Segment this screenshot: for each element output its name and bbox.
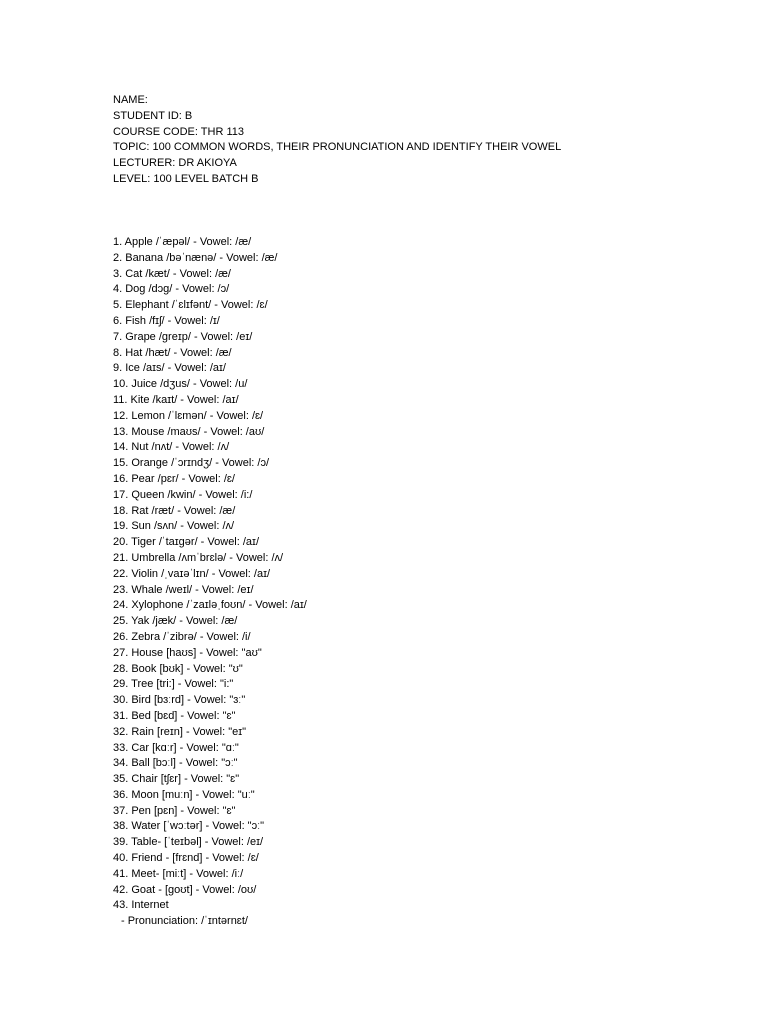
name-line: NAME: [113,94,148,106]
list-item: 2. Banana /bəˈnænə/ - Vowel: /æ/ [113,251,278,264]
list-item: 12. Lemon /ˈlɛmən/ - Vowel: /ɛ/ [113,409,264,422]
list-item: 32. Rain [reɪn] - Vowel: "eɪ" [113,725,247,738]
list-item: 20. Tiger /ˈtaɪgər/ - Vowel: /aɪ/ [113,536,260,549]
list-item: 1. Apple /ˈæpəl/ - Vowel: /æ/ [113,236,252,248]
list-item: 43. Internet [113,899,169,912]
list-item: 33. Car [kɑːr] - Vowel: "ɑː" [113,741,239,754]
list-item: 27. House [haʊs] - Vowel: "aʊ" [113,646,262,659]
list-item: 26. Zebra /ˈzibrə/ - Vowel: /i/ [113,630,251,643]
list-item: 37. Pen [pɛn] - Vowel: "ɛ" [113,804,236,817]
list-item: 42. Goat - [goʊt] - Vowel: /oʊ/ [113,883,257,896]
list-item: 16. Pear /pɛr/ - Vowel: /ɛ/ [113,472,235,485]
list-item: 28. Book [bʊk] - Vowel: "ʊ" [113,662,243,675]
assignment-header [113,93,753,188]
pronunciation-sub-item: - Pronunciation: /ˈɪntərnɛt/ [121,915,248,928]
list-item: 39. Table- [ˈteɪbəl] - Vowel: /eɪ/ [113,836,264,849]
list-item: 6. Fish /fɪʃ/ - Vowel: /ɪ/ [113,314,220,327]
course-code-line: COURSE CODE: THR 113 [113,125,245,138]
list-item: 38. Water [ˈwɔːtər] - Vowel: "ɔː" [113,820,265,833]
list-item: 22. Violin /ˌvaɪəˈlɪn/ - Vowel: /aɪ/ [113,567,271,580]
topic-line: TOPIC: 100 COMMON WORDS, THEIR PRONUNCIATION AND IDENTIFY THEIR VOWEL [113,141,562,154]
list-item: 36. Moon [muːn] - Vowel: "uː" [113,788,255,801]
list-item: 23. Whale /weɪl/ - Vowel: /eɪ/ [113,583,254,596]
list-item: 14. Nut /nʌt/ - Vowel: /ʌ/ [113,441,230,454]
student-id-line: STUDENT ID: B [113,109,193,122]
list-item: 21. Umbrella /ʌmˈbrɛlə/ - Vowel: /ʌ/ [113,551,284,564]
level-line: LEVEL: 100 LEVEL BATCH B [113,172,259,185]
list-item: 29. Tree [tri:] - Vowel: "i:" [113,678,234,691]
list-item: 34. Ball [bɔːl] - Vowel: "ɔː" [113,757,238,770]
list-item: 11. Kite /kaɪt/ - Vowel: /aɪ/ [113,393,239,406]
list-item: 15. Orange /ˈɔrɪndʒ/ - Vowel: /ɔ/ [113,457,270,470]
list-item: 35. Chair [tʃɛr] - Vowel: "ɛ" [113,773,240,786]
list-item: 7. Grape /greɪp/ - Vowel: /eɪ/ [113,330,253,343]
list-item: 13. Mouse /maʊs/ - Vowel: /aʊ/ [113,425,265,438]
list-item: 25. Yak /jæk/ - Vowel: /æ/ [113,615,238,628]
list-item: 3. Cat /kæt/ - Vowel: /æ/ [113,267,231,280]
list-item: 17. Queen /kwin/ - Vowel: /i:/ [113,488,253,501]
list-item: 18. Rat /ræt/ - Vowel: /æ/ [113,504,236,517]
list-item: 41. Meet- [miːt] - Vowel: /iː/ [113,867,244,880]
word-list [113,235,753,930]
lecturer-line: LECTURER: DR AKIOYA [113,157,237,170]
list-item: 8. Hat /hæt/ - Vowel: /æ/ [113,346,232,359]
list-item: 24. Xylophone /ˈzaɪləˌfoʊn/ - Vowel: /aɪ/ [113,599,307,612]
list-item: 9. Ice /aɪs/ - Vowel: /aɪ/ [113,362,226,375]
list-item: 4. Dog /dɔg/ - Vowel: /ɔ/ [113,283,230,296]
list-item: 5. Elephant /ˈɛlɪfənt/ - Vowel: /ɛ/ [113,299,268,312]
list-item: 19. Sun /sʌn/ - Vowel: /ʌ/ [113,520,235,533]
list-item: 40. Friend - [frɛnd] - Vowel: /ɛ/ [113,852,259,865]
list-item: 30. Bird [bɜːrd] - Vowel: "ɜː" [113,694,246,707]
list-item: 31. Bed [bɛd] - Vowel: "ɛ" [113,709,236,722]
list-item: 10. Juice /dʒus/ - Vowel: /u/ [113,378,248,391]
